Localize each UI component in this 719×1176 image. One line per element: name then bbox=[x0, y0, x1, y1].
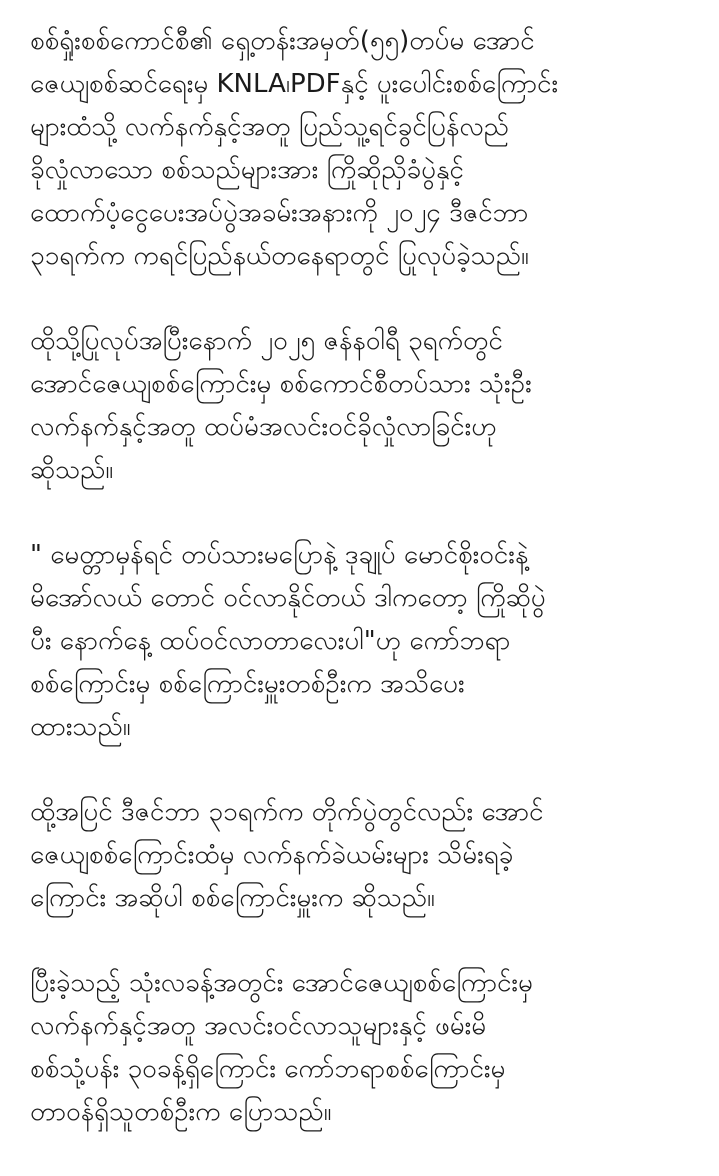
text-line: ပီး နောက်နေ့ ထပ်ဝင်လာတာလေးပါ"ဟု ကော်ဘရာ bbox=[30, 626, 511, 656]
text-line: ပြီးခဲ့သည့် သုံးလခန့်အတွင်း အောင်ဇေယျစစ်ကြောင်းမှ bbox=[30, 968, 533, 998]
paragraph bbox=[30, 791, 695, 920]
paragraph bbox=[30, 20, 695, 278]
text-line: စစ်သုံ့ပန်း ၃၀ခန့်ရှိကြောင်း ကော်ဘရာစစ်ကြောင်းမှ bbox=[30, 1054, 506, 1084]
paragraph bbox=[30, 320, 695, 492]
text-line: ထိုသို့ပြုလုပ်အပြီးနောက် ၂၀၂၅ ဇန်နဝါရီ ၃ရက်တွင် bbox=[30, 326, 503, 356]
paragraph bbox=[30, 962, 695, 1134]
article-body bbox=[30, 20, 695, 1176]
text-line: လက်နက်နှင့်အတူ အလင်းဝင်လာသူများနှင့် ဖမ်းမိ bbox=[30, 1011, 487, 1041]
text-line: ကြောင်း အဆိုပါ စစ်ကြောင်းမှူးက ဆိုသည်။ bbox=[30, 883, 435, 913]
text-line: လက်နက်နှင့်အတူ ထပ်မံအလင်းဝင်ခိုလှုံလာခြင်းဟု bbox=[30, 412, 497, 442]
text-line: ထို့အပြင် ဒီဇင်ဘာ ၃၁ရက်က တိုက်ပွဲတွင်လည်း အောင် bbox=[30, 797, 544, 827]
text-line: ဆိုသည်။ bbox=[30, 455, 114, 485]
text-line: ထားသည်။ bbox=[30, 712, 131, 742]
text-line: မိအော်လယ် တောင် ဝင်လာနိုင်တယ် ဒါကတော့ ကြိုဆိုပွဲ bbox=[30, 583, 546, 613]
text-line: အောင်ဇေယျစစ်ကြောင်းမှ စစ်ကောင်စီတပ်သား သုံးဦး bbox=[30, 369, 532, 399]
text-line: တာဝန်ရှိသူတစ်ဦးက ပြောသည်။ bbox=[30, 1097, 332, 1127]
text-line: စစ်ကြောင်းမှ စစ်ကြောင်းမှူးတစ်ဦးက အသိပေး bbox=[30, 669, 465, 699]
text-line: " မေတ္တာမှန်ရင် တပ်သားမပြောနဲ့ ဒုချုပ် မောင်စိုးဝင်းနဲ့ bbox=[30, 540, 529, 570]
paragraph bbox=[30, 534, 695, 749]
text-line: ၃၁ရက်က ကရင်ပြည်နယ်တနေရာတွင် ပြုလုပ်ခဲ့သည်။ bbox=[30, 241, 529, 271]
text-line: ထောက်ပံ့ငွေပေးအပ်ပွဲအခမ်းအနားကို ၂၀၂၄ ဒီဇင်ဘာ bbox=[30, 198, 529, 228]
text-line: ဇေယျစစ်ကြောင်းထံမှ လက်နက်ခဲယမ်းများ သိမ်းရခဲ့ bbox=[30, 840, 514, 870]
text-line: ဇေယျစစ်ဆင်ရေးမှ KNLA၊PDFနှင့် ပူးပေါင်းစစ်ကြောင်း bbox=[30, 69, 559, 99]
text-line: စစ်ရှုံးစစ်ကောင်စီ၏ ရှေ့တန်းအမှတ်(၅၅)တပ်မ အောင် bbox=[30, 26, 535, 56]
text-line: များထံသို့ လက်နက်နှင့်အတူ ပြည်သူ့ရင်ခွင်ပြန်လည် bbox=[30, 112, 509, 142]
text-line: ခိုလှုံလာသော စစ်သည်များအား ကြိုဆိုညှိခံပွဲနှင့် bbox=[30, 155, 464, 185]
